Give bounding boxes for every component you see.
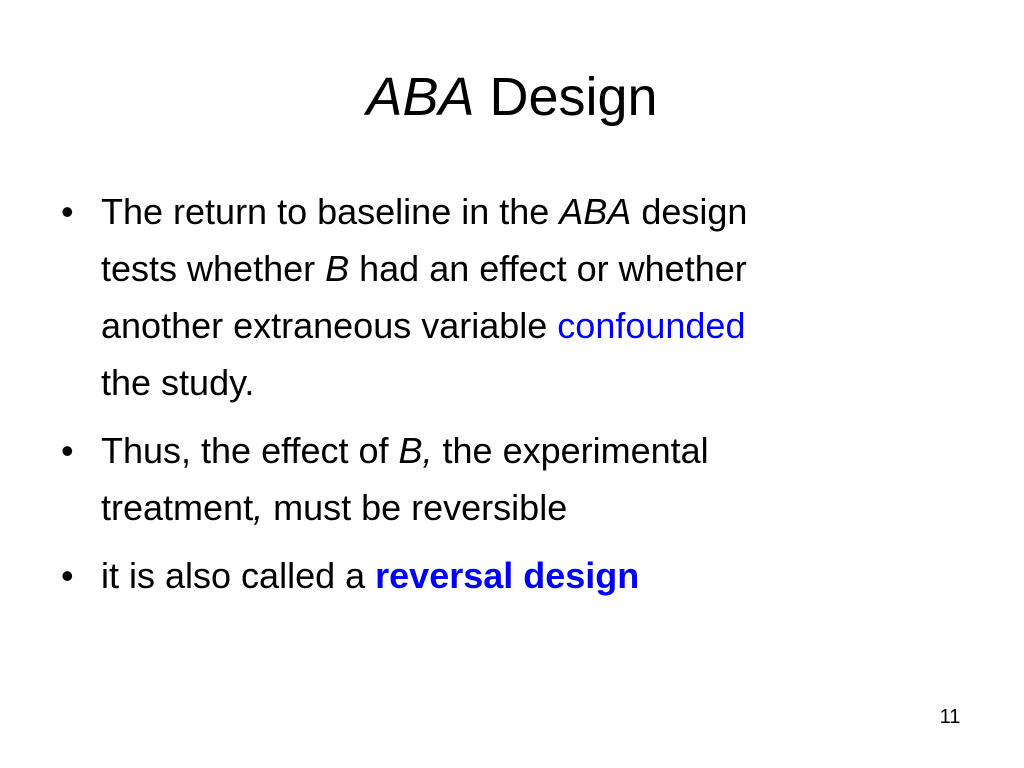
bullet-line bbox=[101, 547, 956, 604]
text-segment: another extraneous variable bbox=[101, 305, 558, 346]
highlight-term-confounded: confounded bbox=[557, 305, 746, 346]
text-segment: must be reversible bbox=[263, 487, 568, 528]
bullet-line bbox=[101, 183, 956, 240]
text-segment: design bbox=[631, 191, 748, 232]
bullet-item-baseline bbox=[56, 183, 956, 411]
bullet-line bbox=[101, 240, 956, 297]
bullet-icon: • bbox=[61, 430, 74, 471]
slide-number: 11 bbox=[939, 706, 961, 728]
text-segment: treatment bbox=[101, 487, 254, 528]
slide-title bbox=[0, 62, 1024, 132]
bullet-line bbox=[101, 297, 956, 354]
italic-term: , bbox=[253, 487, 264, 528]
bullet-item-reversible bbox=[56, 422, 956, 536]
bullet-item-reversal bbox=[56, 547, 956, 604]
bullet-line bbox=[101, 354, 956, 411]
bullet-icon: • bbox=[61, 191, 74, 232]
highlight-term-reversal-design: reversal design bbox=[375, 555, 640, 596]
text-segment: The return to baseline in the bbox=[101, 191, 560, 232]
slide-title-rest: Design bbox=[474, 67, 658, 127]
text-segment: the study. bbox=[101, 362, 255, 403]
text-segment: it is also called a bbox=[101, 555, 376, 596]
text-segment: tests whether bbox=[101, 248, 326, 289]
text-segment: the experimental bbox=[432, 430, 709, 471]
bullet-icon: • bbox=[61, 555, 74, 596]
text-segment: Thus, the effect of bbox=[101, 430, 399, 471]
italic-term: B, bbox=[398, 430, 433, 471]
bullet-line bbox=[101, 479, 956, 536]
bullet-line bbox=[101, 422, 956, 479]
italic-term: ABA bbox=[559, 191, 632, 232]
italic-term: B bbox=[325, 248, 350, 289]
slide-title-italic: ABA bbox=[366, 67, 475, 127]
bullet-list bbox=[56, 183, 956, 615]
text-segment: had an effect or whether bbox=[349, 248, 747, 289]
